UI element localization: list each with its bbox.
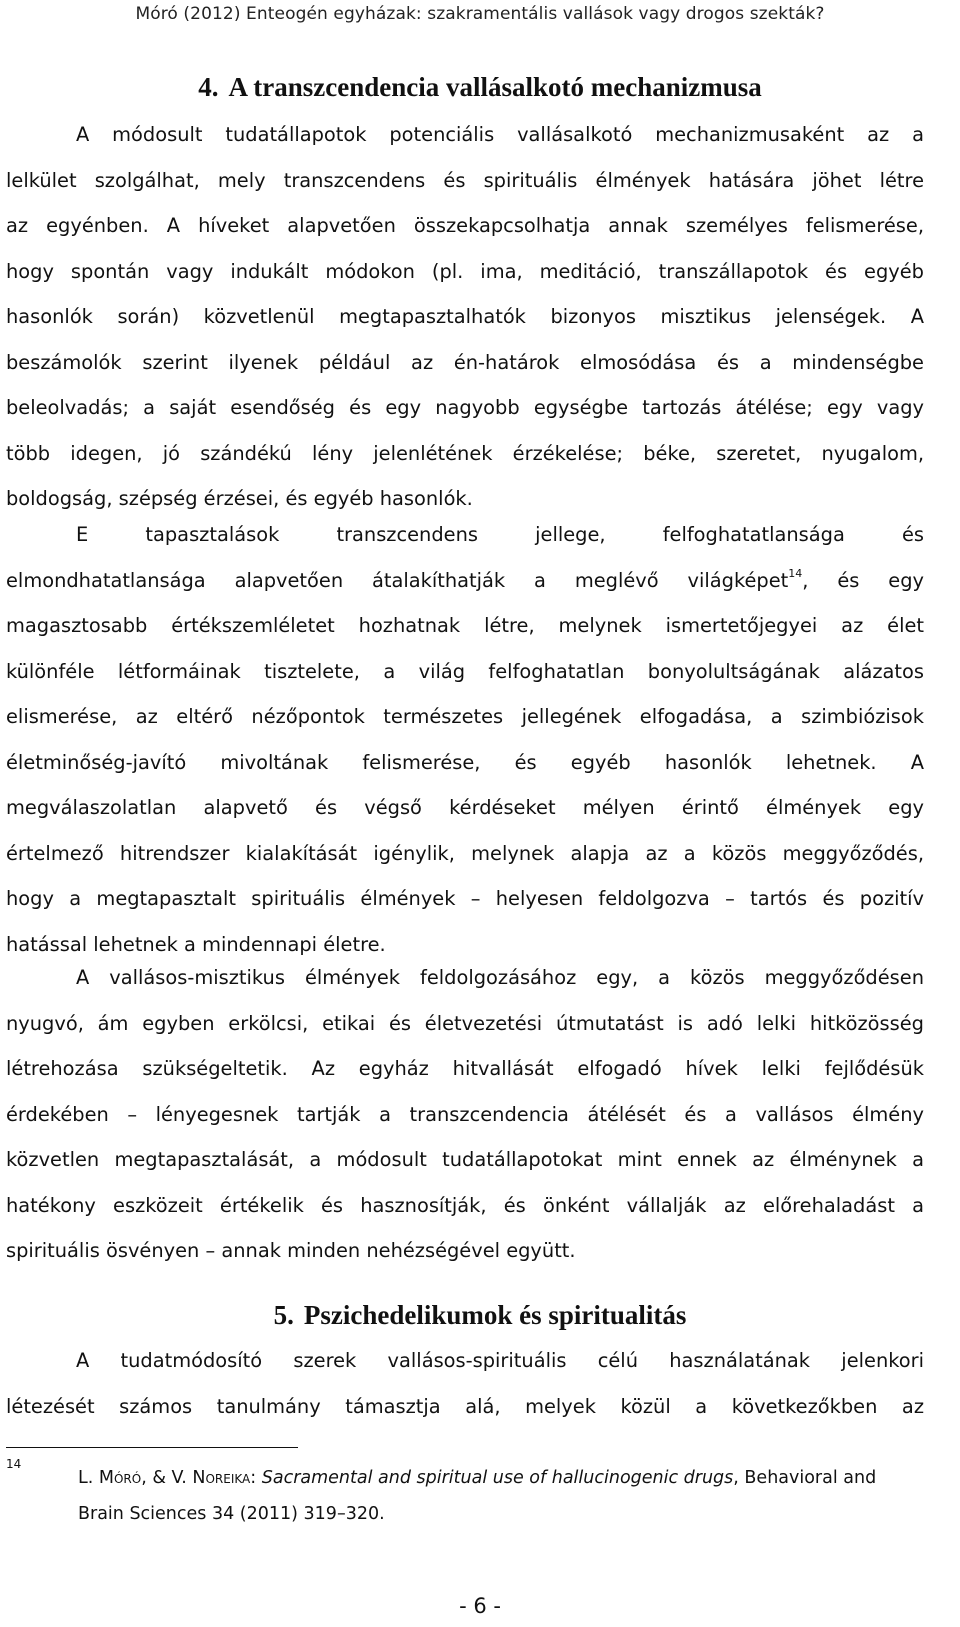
- text-line: hatékony eszközeit értékelik és hasznosítják, és önként vállalják az előrehaladást a: [6, 1193, 924, 1217]
- section-4-paragraph-2: [6, 512, 924, 967]
- text-line: lelkület szolgálhat, mely transzcendens és spirituális élmények hatására jöhet létre: [6, 168, 924, 192]
- section-4-paragraph-1: [6, 112, 924, 522]
- text-line: értelmező hitrendszer kialakítását igénylik, melynek alapja az a közös meggyőződés,: [6, 841, 924, 865]
- text-line: hogy a megtapasztalt spirituális élmények – helyesen feldolgozva – tartós és pozitív: [6, 887, 924, 910]
- footnote-number: 14: [6, 1457, 22, 1471]
- text-line: létezését számos tanulmány támasztja alá, melyek közül a következőkben az: [6, 1394, 924, 1418]
- footnote-journal: , Behavioral and: [733, 1468, 877, 1488]
- footnote-line: Brain Sciences 34 (2011) 319–320.: [78, 1504, 385, 1524]
- text-line: spirituális ösvényen – annak minden nehézségével együtt.: [6, 1239, 576, 1262]
- footnote-line: [78, 1460, 926, 1496]
- footnote-reference[interactable]: 14: [788, 567, 803, 581]
- section-4-number: 4.: [198, 72, 219, 102]
- text-line: hasonlók során) közvetlenül megtapasztalhatók bizonyos misztikus jelenségek. A: [6, 305, 924, 328]
- text-line: [6, 558, 924, 604]
- text-line: hogy spontán vagy indukált módokon (pl. ima, meditáció, transzállapotok és egyéb: [6, 259, 924, 283]
- footnote-separator-text: , &: [141, 1468, 172, 1488]
- text-line: E tapasztalások transzcendens jellege, felfoghatatlansága és: [76, 523, 924, 546]
- text-line: nyugvó, ám egyben erkölcsi, etikai és életvezetési útmutatást is adó lelki hitközösség: [6, 1011, 924, 1035]
- footnote-article-title: Sacramental and spiritual use of hallucinogenic drugs: [261, 1468, 734, 1488]
- text-line: hatással lehetnek a mindennapi életre.: [6, 932, 386, 956]
- text-line: beszámolók szerint ilyenek például az én-határok elmosódása és a mindenségbe: [6, 350, 924, 374]
- footnote-author: V. Noreika: [171, 1468, 251, 1488]
- text-line: beleolvadás; a saját esendőség és egy nagyobb egységbe tartozás átélése; egy vagy: [6, 396, 924, 419]
- section-5-title: Pszichedelikumok és spiritualitás: [303, 1300, 687, 1330]
- text-line: magasztosabb értékszemléletet hozhatnak létre, melynek ismertetőjegyei az élet: [6, 614, 924, 637]
- text-segment: , és egy: [802, 568, 924, 592]
- text-line: érdekében – lényegesnek tartják a transzcendencia átélését és a vallásos élmény: [6, 1102, 924, 1126]
- section-4-heading: [0, 72, 960, 103]
- text-line: boldogság, szépség érzései, és egyéb hasonlók.: [6, 487, 473, 510]
- section-5-paragraph-1: [6, 1338, 924, 1429]
- section-5-heading: [0, 1300, 960, 1331]
- page-number: - 6 -: [459, 1594, 501, 1618]
- footnote-author: L. Móró: [78, 1468, 142, 1488]
- text-line: életminőség-javító mivoltának felismerése, és egyéb hasonlók lehetnek. A: [6, 750, 924, 774]
- text-segment: elmondhatatlansága alapvetően átalakíthatják a meglévő világképet: [6, 568, 789, 592]
- footnote-colon: :: [250, 1468, 257, 1488]
- text-line: több idegen, jó szándékú lény jelenlétének érzékelése; béke, szeretet, nyugalom,: [6, 441, 924, 465]
- footnote-text: [78, 1460, 926, 1532]
- footnote-separator: [6, 1447, 298, 1448]
- section-4-title: A transzcendencia vallásalkotó mechanizmusa: [228, 72, 762, 102]
- section-5-number: 5.: [273, 1300, 294, 1330]
- text-line: A tudatmódosító szerek vallásos-spirituális célú használatának jelenkori: [76, 1349, 924, 1372]
- text-line: az egyénben. A híveket alapvetően összekapcsolhatja annak személyes felismerése,: [6, 214, 924, 237]
- running-header: Móró (2012) Enteogén egyházak: szakramentális vallások vagy drogos szekták?: [135, 4, 825, 24]
- text-line: A vallásos-misztikus élmények feldolgozásához egy, a közös meggyőződésen: [76, 966, 924, 989]
- text-line: elismerése, az eltérő nézőpontok természetes jellegének elfogadása, a szimbiózisok: [6, 705, 924, 728]
- text-line: közvetlen megtapasztalását, a módosult tudatállapotokat mint ennek az élménynek a: [6, 1148, 924, 1171]
- text-line: A módosult tudatállapotok potenciális vallásalkotó mechanizmusaként az a: [76, 123, 924, 146]
- text-line: különféle létformáinak tisztelete, a világ felfoghatatlan bonyolultságának alázatos: [6, 659, 924, 683]
- text-line: megválaszolatlan alapvető és végső kérdéseket mélyen érintő élmények egy: [6, 796, 924, 819]
- section-4-paragraph-3: [6, 955, 924, 1274]
- text-line: létrehozása szükségeltetik. Az egyház hitvallását elfogadó hívek lelki fejlődésük: [6, 1057, 924, 1080]
